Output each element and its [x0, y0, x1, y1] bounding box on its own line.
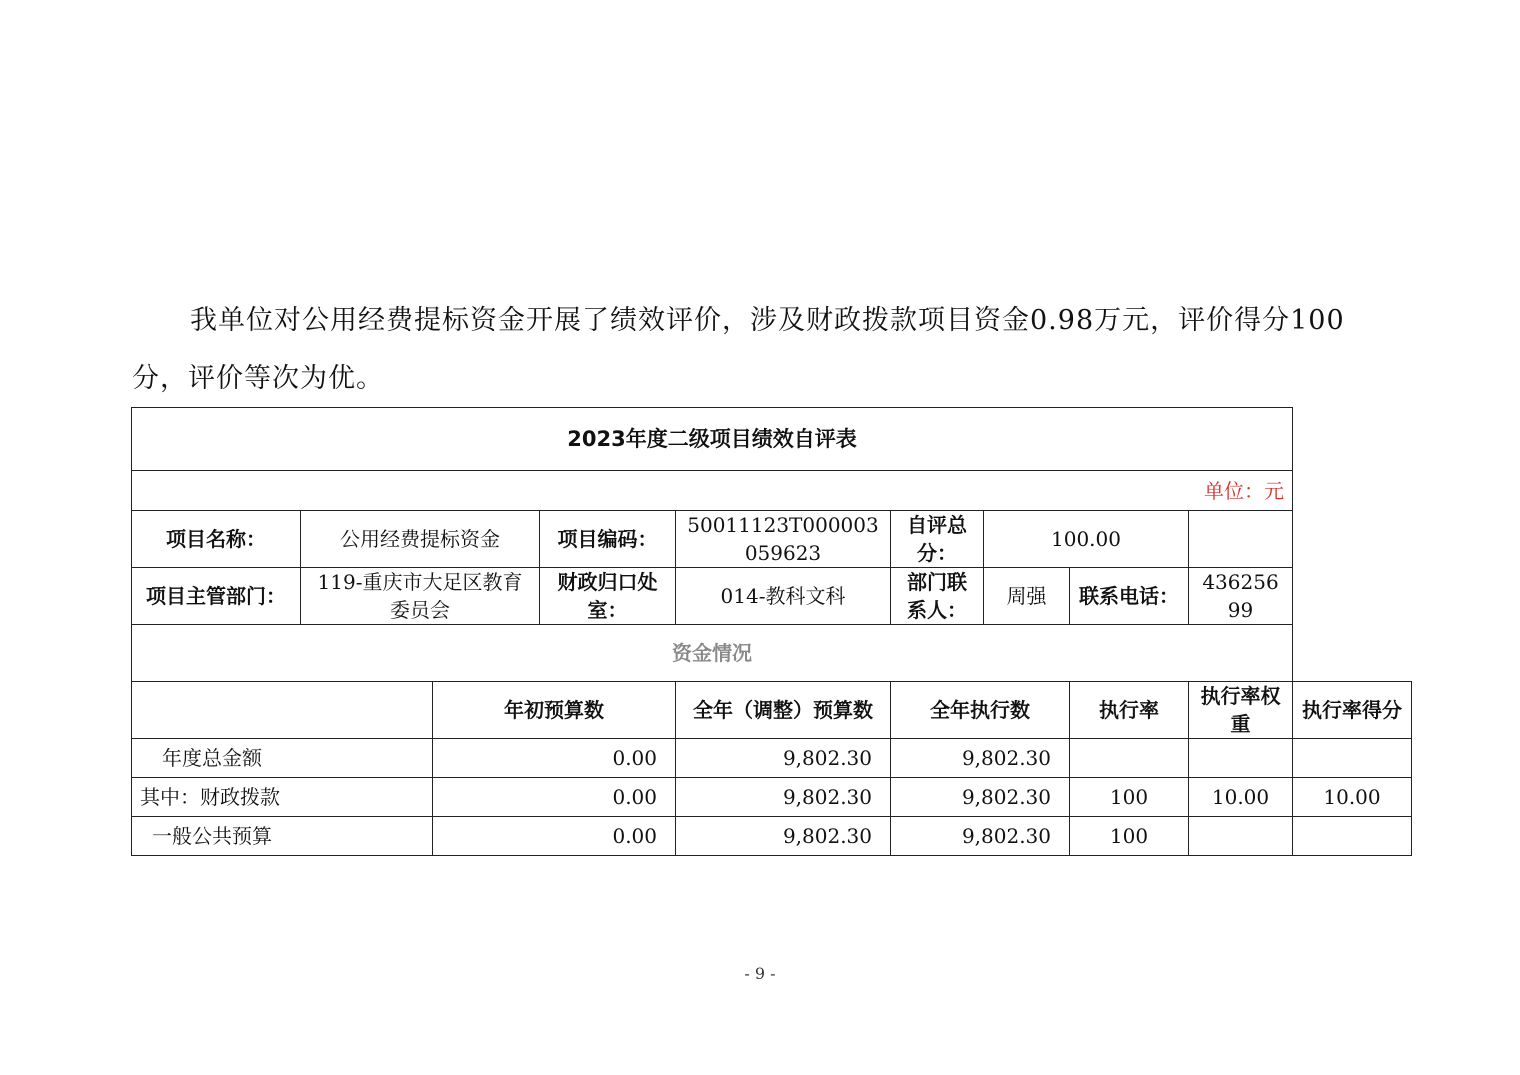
col-exec-rate: 执行率	[1070, 682, 1189, 739]
col-adjusted-budget: 全年（调整）预算数	[676, 682, 891, 739]
col-rate-weight: 执行率权重	[1189, 682, 1293, 739]
rate-score-cell	[1293, 739, 1412, 778]
rate-score-cell	[1293, 817, 1412, 856]
rate-weight-cell	[1189, 817, 1293, 856]
row-label: 年度总金额	[132, 739, 433, 778]
project-code-label: 项目编码：	[540, 511, 676, 568]
initial-budget-cell: 0.00	[433, 739, 676, 778]
contact-label: 部门联系人：	[891, 568, 984, 625]
table-row	[132, 778, 1412, 817]
executed-cell: 9,802.30	[891, 817, 1070, 856]
phone-value: 43625699	[1202, 570, 1279, 622]
executed-cell: 9,802.30	[891, 778, 1070, 817]
finance-office-value: 014-教科文科	[676, 568, 891, 625]
project-code-value: 50011123T000003059623	[676, 511, 891, 568]
rate-weight-cell	[1189, 739, 1293, 778]
exec-rate-cell: 100	[1070, 778, 1189, 817]
adjusted-budget-cell: 9,802.30	[676, 739, 891, 778]
table-row	[132, 739, 1412, 778]
empty-cell	[1189, 511, 1293, 568]
department-value: 119-重庆市大足区教育委员会	[301, 568, 540, 625]
initial-budget-cell: 0.00	[433, 817, 676, 856]
col-rate-score: 执行率得分	[1293, 682, 1412, 739]
col-executed: 全年执行数	[891, 682, 1070, 739]
phone-cell	[1189, 568, 1293, 625]
page-number: - 9 -	[744, 964, 776, 983]
table-row	[132, 817, 1412, 856]
finance-office-label: 财政归口处室：	[540, 568, 676, 625]
table-row	[132, 511, 1412, 568]
executed-cell: 9,802.30	[891, 739, 1070, 778]
phone-label-cell: 联系电话：	[1070, 568, 1189, 625]
unit-label: 单位：元	[132, 471, 1293, 511]
rate-score-cell: 10.00	[1293, 778, 1412, 817]
project-name-label: 项目名称：	[132, 511, 301, 568]
department-label: 项目主管部门：	[132, 568, 301, 625]
contact-value: 周强	[984, 568, 1070, 625]
table-title: 2023年度二级项目绩效自评表	[132, 408, 1293, 471]
intro-line-1: 我单位对公用经费提标资金开展了绩效评价，涉及财政拨款项目资金0.98万元，评价得分100	[190, 305, 1345, 336]
row-label: 其中：财政拨款	[132, 778, 433, 817]
adjusted-budget-cell: 9,802.30	[676, 778, 891, 817]
self-score-value: 100.00	[984, 511, 1189, 568]
project-name-value: 公用经费提标资金	[301, 511, 540, 568]
evaluation-table	[131, 407, 1412, 856]
col-initial-budget: 年初预算数	[433, 682, 676, 739]
funding-section-title: 资金情况	[132, 625, 1293, 682]
column-header-row	[132, 682, 1412, 739]
self-score-label: 自评总分：	[891, 511, 984, 568]
rate-weight-cell: 10.00	[1189, 778, 1293, 817]
table-row	[132, 568, 1412, 625]
exec-rate-cell	[1070, 739, 1189, 778]
adjusted-budget-cell: 9,802.30	[676, 817, 891, 856]
intro-paragraph	[132, 292, 1382, 408]
row-label: 一般公共预算	[132, 817, 433, 856]
intro-line-2: 分，评价等次为优。	[132, 363, 384, 394]
initial-budget-cell: 0.00	[433, 778, 676, 817]
empty-header-cell	[132, 682, 433, 739]
exec-rate-cell: 100	[1070, 817, 1189, 856]
